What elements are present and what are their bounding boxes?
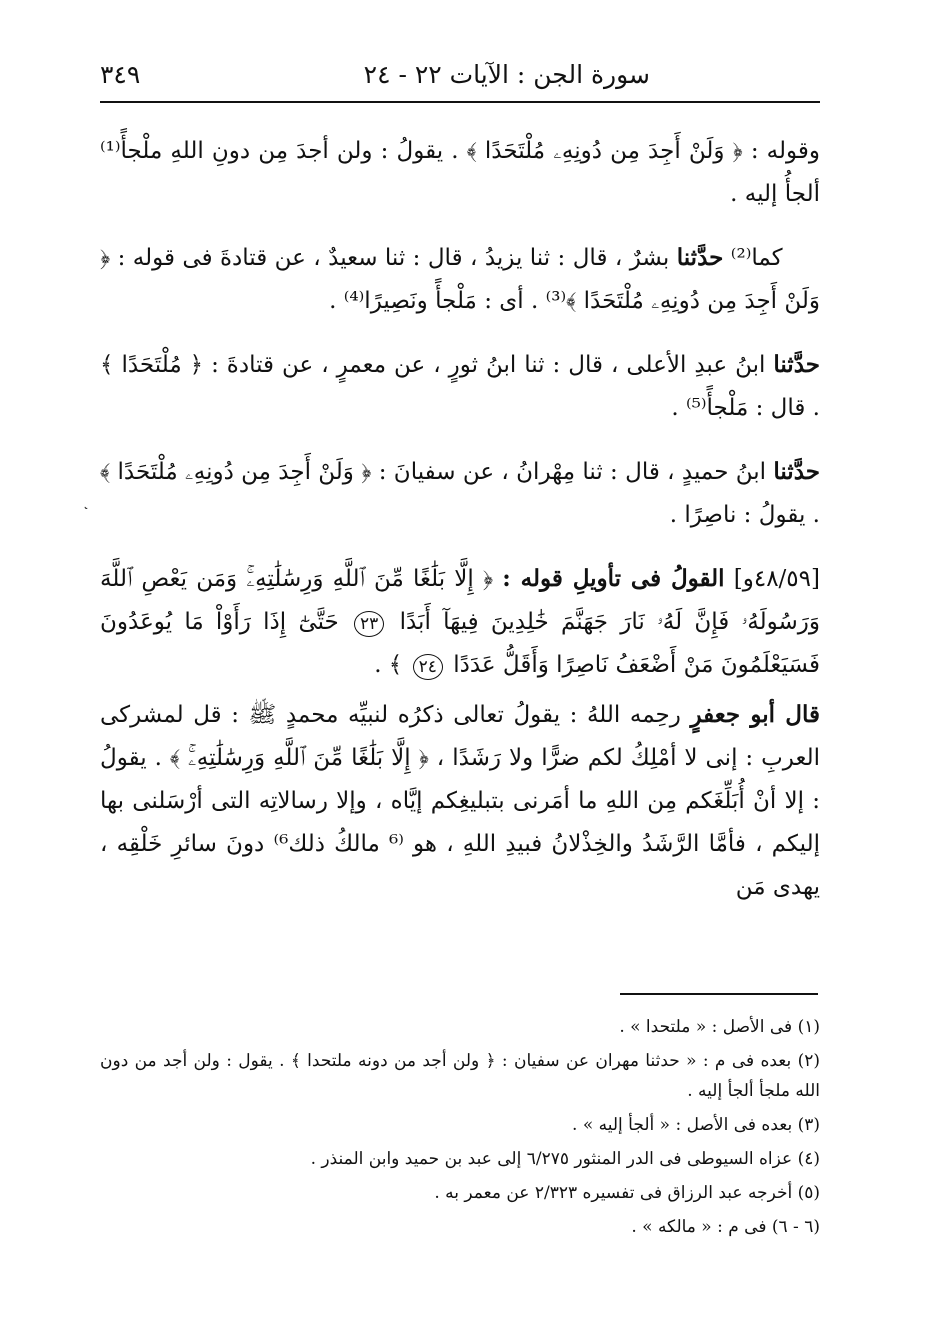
paragraph-3: [100, 343, 820, 430]
footnote-1: (١) فى الأصل : « ملتحدا » .: [619, 1017, 820, 1037]
paragraph-3-text: ابنُ عبدِ الأعلى ، قال : ثنا ابنُ ثورٍ ، عن معمرٍ ، عن قتادةَ : ﴿ مُلْتَحَدًا ﴾ . قال : مَلْجأً⁽⁵⁾ .: [100, 352, 820, 421]
main-text: [100, 130, 820, 929]
footnote-2: (٢) بعده فى م : « حدثنا مهران عن سفيان : ﴿ ولن أجد من دونه ملتحدا ﴾ . يقول : ولن أجد من دون الله ملجأ ألجأ إليه .: [100, 1051, 820, 1101]
author-attribution: قال أبو جعفرٍ: [690, 701, 820, 728]
header-rule: [100, 101, 820, 103]
paragraph-2: [100, 236, 820, 323]
manuscript-reference: [٤٨/٥٩و]: [733, 566, 820, 592]
quran-verse-24: حَتَّىٰٓ إِذَا رَأَوْاْ مَا يُوعَدُونَ فَسَيَعْلَمُونَ مَنْ أَضْعَفُ نَاصِرًا وَأَقَلُّ عَدَدًا: [100, 609, 820, 678]
ayah-number-marker: ٢٣: [354, 611, 384, 637]
footnote-rule: [620, 993, 818, 995]
margin-mark: ﹳ: [84, 498, 88, 512]
paragraph-6: [100, 693, 820, 909]
paragraph-5: [100, 557, 820, 687]
paragraph-2-text: بشرٌ ، قال : ثنا يزيدُ ، قال : ثنا سعيدٌ ، عن قتادةَ فى قوله : ﴿ وَلَنْ أَجِدَ مِن دُونِهِۦ مُلْتَحَدًا ﴾⁽³⁾ . أى : مَلْجأً ونَصِيرًا⁽⁴⁾ .: [100, 245, 820, 314]
hadith-chain-keyword: حدَّثنا: [676, 244, 724, 271]
footnote-3: (٣) بعده فى الأصل : « ألجأ إليه » .: [572, 1115, 820, 1135]
footnotes: [100, 1012, 820, 1246]
ayah-number-marker: ٢٤: [413, 654, 443, 680]
quran-verse-23: ﴿ إِلَّا بَلَٰغًا مِّنَ ٱللَّهِ وَرِسَٰلَٰتِهِۦۚ وَمَن يَعْصِ ٱللَّهَ وَرَسُولَهُۥ فَإِنَّ لَهُۥ نَارَ جَهَنَّمَ خَٰلِدِينَ فِيهَآ أَبَدًا: [100, 566, 821, 635]
hadith-chain-keyword: حدَّثنا: [773, 351, 820, 378]
footnote-6: (٦ - ٦) فى م : « مالكه » .: [631, 1217, 820, 1237]
paragraph-6-text: رحِمه اللهُ : يقولُ تعالى ذكرُه لنبيِّه محمدٍ ﷺ : قل لمشركى العربِ : إنى لا أمْلِكُ لكم ضرًّا ولا رَشَدًا ، ﴿ إِلَّا بَلَٰغًا مِّنَ ٱللَّهِ وَرِسَٰلَٰتِهِۦۚ ﴾ . يقولُ : إلا أنْ أُبَلِّغَكم مِن اللهِ ما أمَرنى بتبليغِكم إيَّاه ، وإلا رسالاتِه التى أرْسَلنى بها إليكم ، فأمَّا الرَّشَدُ والخِذْلانُ فبيدِ اللهِ ، هو ⁽⁶ مالكُ ذلك⁶⁾ دونَ سائرِ خَلْقِه ، يهدى مَن: [100, 702, 820, 900]
paragraph-4-text: ابنُ حميدٍ ، قال : ثنا مِهْرانُ ، عن سفيانَ : ﴿ وَلَنْ أَجِدَ مِن دُونِهِۦ مُلْتَحَدًا ﴾ . يقولُ : ناصِرًا .: [100, 459, 820, 528]
chapter-title: سورة الجن : الآيات ٢٢ - ٢٤: [363, 59, 650, 89]
paragraph-1-text: وقوله : ﴿ وَلَنْ أَجِدَ مِن دُونِهِۦ مُلْتَحَدًا ﴾ . يقولُ : ولن أجدَ مِن دونِ اللهِ ملْجأً⁽¹⁾ ألجأُ إليه .: [100, 138, 820, 207]
paragraph-4: [100, 450, 820, 537]
paragraph-1: [100, 130, 820, 216]
hadith-chain-keyword: حدَّثنا: [773, 458, 820, 485]
verse-close: ﴾ .: [374, 652, 403, 678]
paragraph-2-lead: كما⁽²⁾: [730, 245, 783, 271]
running-header: [100, 52, 820, 96]
page-number: ٣٤٩: [100, 59, 141, 89]
footnote-4: (٤) عزاه السيوطى فى الدر المنثور ٦/٢٧٥ إلى عبد بن حميد وابن المنذر .: [310, 1149, 820, 1169]
section-heading: القولُ فى تأويلِ قوله :: [502, 565, 725, 592]
footnote-5: (٥) أخرجه عبد الرزاق فى تفسيره ٢/٣٢٣ عن معمر به .: [434, 1183, 820, 1203]
